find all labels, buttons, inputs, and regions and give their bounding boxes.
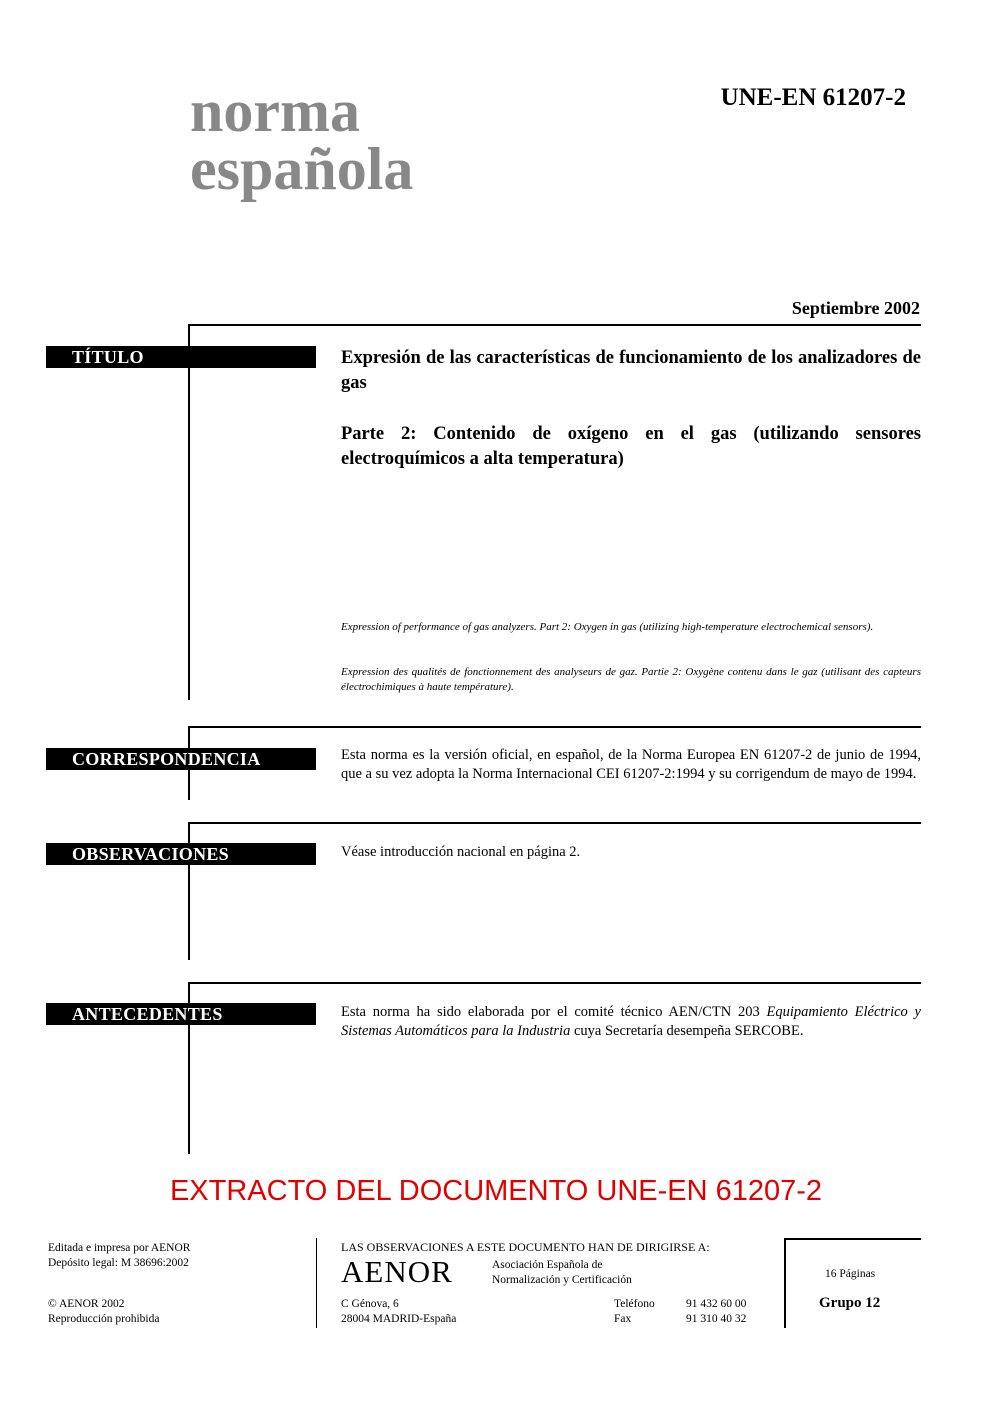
footer-box-top bbox=[784, 1238, 921, 1240]
footer-edited: Editada e impresa por AENOR bbox=[48, 1242, 191, 1254]
price-group: Grupo 12 bbox=[819, 1295, 881, 1311]
footer-deposit: Depósito legal: M 38696:2002 bbox=[48, 1257, 189, 1269]
correspondencia-text: Esta norma es la versión oficial, en español, de la Norma Europea EN 61207-2 de junio de 1994, que a su vez adopta la Norma Internacional CEI 61207-2:1994 y su corrigendum de mayo de 1994. bbox=[341, 747, 921, 782]
aenor-name-line-1: Asociación Española de bbox=[492, 1259, 603, 1271]
aenor-name-line-2: Normalización y Certificación bbox=[492, 1274, 632, 1286]
antecedentes-committee-name: Equipamiento Eléctrico y Sistemas Automáticos para la Industria bbox=[341, 1004, 921, 1039]
address-city: 28004 MADRID-España bbox=[341, 1313, 457, 1325]
antecedentes-text-end: cuya Secretaría desempeña SERCOBE. bbox=[570, 1023, 804, 1039]
page-count: 16 Páginas bbox=[825, 1268, 876, 1280]
contact-numbers bbox=[686, 1297, 746, 1327]
contact-labels bbox=[614, 1297, 655, 1327]
aenor-full-name bbox=[492, 1258, 632, 1288]
phone-number: 91 432 60 00 bbox=[686, 1298, 747, 1310]
vrule-titulo bbox=[188, 324, 190, 700]
title-spanish: Expresión de las características de funcionamiento de los analizadores de gas bbox=[341, 348, 921, 393]
phone-label: Teléfono bbox=[614, 1298, 655, 1310]
footer-edition-info bbox=[48, 1241, 190, 1271]
section-label-observaciones: OBSERVACIONES bbox=[46, 843, 316, 865]
rule-correspondencia bbox=[188, 726, 921, 728]
document-code: UNE-EN 61207-2 bbox=[720, 84, 906, 111]
title-spanish-part: Parte 2: Contenido de oxígeno en el gas (utilizando sensores electroquímicos a alta temperatura) bbox=[341, 424, 921, 469]
section-label-antecedentes: ANTECEDENTES bbox=[46, 1003, 316, 1025]
footer-observations-heading: LAS OBSERVACIONES A ESTE DOCUMENTO HAN DE DIRIGIRSE A: bbox=[341, 1240, 710, 1254]
fax-number: 91 310 40 32 bbox=[686, 1313, 747, 1325]
fax-label: Fax bbox=[614, 1313, 632, 1325]
antecedentes-text bbox=[341, 1003, 921, 1041]
footer-reproduction: Reproducción prohibida bbox=[48, 1313, 160, 1325]
observaciones-text: Véase introducción nacional en página 2. bbox=[341, 844, 581, 860]
aenor-logo: AENOR bbox=[341, 1254, 453, 1289]
brand-title bbox=[190, 78, 414, 202]
section-label-correspondencia: CORRESPONDENCIA bbox=[46, 748, 316, 770]
extract-notice: EXTRACTO DEL DOCUMENTO UNE-EN 61207-2 bbox=[169, 1175, 823, 1207]
section-label-titulo: TÍTULO bbox=[46, 346, 316, 368]
footer-divider-left bbox=[316, 1238, 317, 1328]
footer-box-left bbox=[784, 1238, 786, 1328]
footer-copyright: © AENOR 2002 bbox=[48, 1298, 125, 1310]
footer-copyright-info bbox=[48, 1297, 159, 1327]
address-street: C Génova, 6 bbox=[341, 1298, 399, 1310]
title-french: Expression des qualités de fonctionnement des analyseurs de gaz. Partie 2: Oxygène contenu dans le gaz (utilisant des capteurs électrochimiques à haute température). bbox=[341, 666, 921, 693]
title-english: Expression of performance of gas analyzers. Part 2: Oxygen in gas (utilizing high-temperature electrochemical sensors). bbox=[341, 621, 874, 633]
rule-antecedentes bbox=[188, 982, 921, 984]
publication-date: Septiembre 2002 bbox=[791, 298, 920, 318]
rule-titulo bbox=[188, 324, 921, 326]
antecedentes-text-start: Esta norma ha sido elaborada por el comité técnico AEN/CTN 203 bbox=[341, 1004, 767, 1020]
brand-line-1: norma bbox=[190, 78, 360, 144]
aenor-address bbox=[341, 1297, 456, 1327]
rule-observaciones bbox=[188, 822, 921, 824]
brand-line-2: española bbox=[190, 136, 414, 202]
